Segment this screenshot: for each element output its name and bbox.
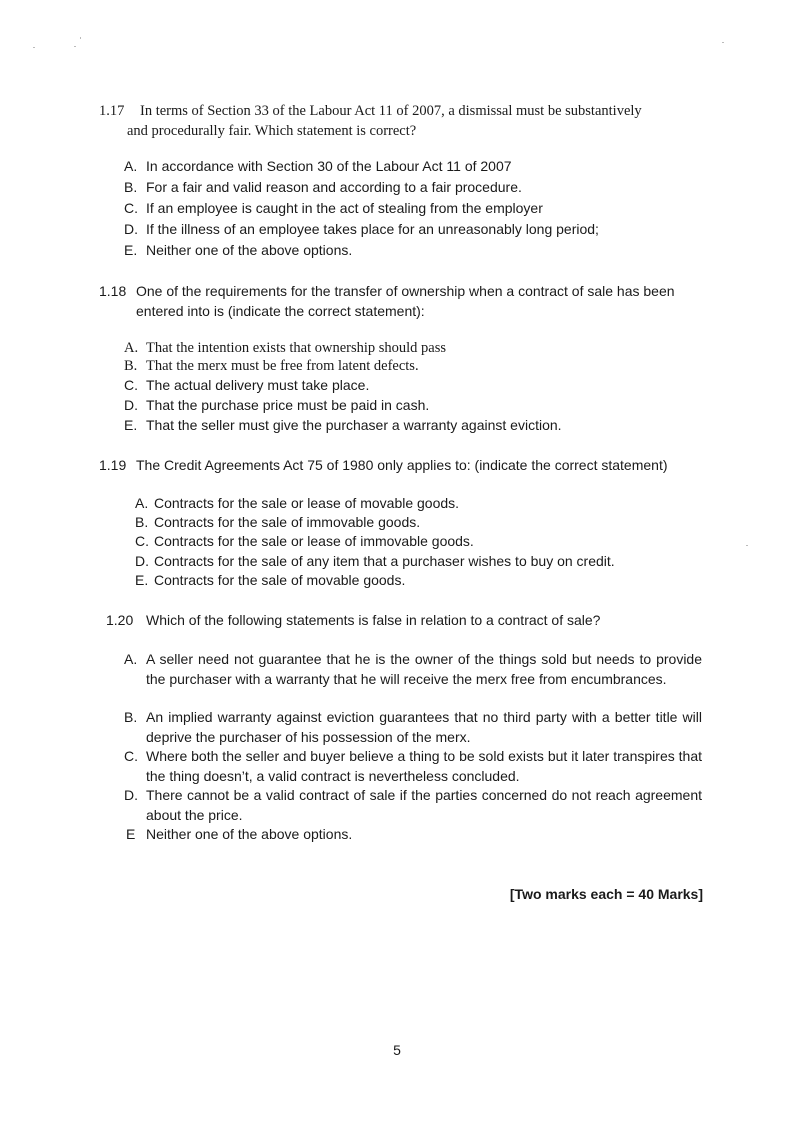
- scan-speck: [80, 37, 81, 39]
- option-letter: E.: [124, 242, 138, 258]
- option-letter: B.: [124, 179, 138, 195]
- question-number: 1.18: [99, 283, 127, 299]
- question-number: 1.20: [106, 612, 134, 628]
- option-letter: D.: [124, 787, 138, 803]
- option-letter: E: [126, 826, 136, 842]
- option-letter: E.: [135, 572, 149, 588]
- question-number: 1.19: [99, 457, 127, 473]
- option-text: There cannot be a valid contract of sale if the parties concerned do not reach agreement about the price.: [146, 787, 702, 823]
- option-letter: D.: [124, 397, 138, 413]
- option-letter: A.: [124, 651, 138, 667]
- option-text: That the merx must be free from latent defects.: [146, 358, 419, 374]
- scan-speck: [746, 545, 748, 546]
- option-text: That the seller must give the purchaser a warranty against eviction.: [146, 417, 562, 433]
- question-stem-line: One of the requirements for the transfer of ownership when a contract of sale has been: [136, 283, 675, 299]
- option-letter: B.: [135, 514, 149, 530]
- option-text: Neither one of the above options.: [146, 242, 353, 258]
- option-letter: E.: [124, 417, 138, 433]
- option-text: Contracts for the sale of immovable goods.: [154, 514, 421, 530]
- option-letter: C.: [124, 748, 138, 764]
- scan-speck: [722, 42, 724, 43]
- option-letter: C.: [124, 200, 138, 216]
- question-number: 1.17: [99, 103, 125, 119]
- option-letter: D.: [135, 553, 149, 569]
- question-stem-line: The Credit Agreements Act 75 of 1980 only applies to: (indicate the correct statement): [136, 457, 668, 473]
- marks-note: [Two marks each = 40 Marks]: [509, 886, 703, 902]
- option-text: Contracts for the sale or lease of movable goods.: [154, 495, 460, 511]
- option-letter: B.: [124, 358, 138, 374]
- option-text: For a fair and valid reason and according to a fair procedure.: [146, 179, 522, 195]
- question-stem-line: Which of the following statements is false in relation to a contract of sale?: [146, 612, 601, 628]
- option-text: Contracts for the sale of any item that a purchaser wishes to buy on credit.: [154, 553, 615, 569]
- option-text: Contracts for the sale of movable goods.: [154, 572, 406, 588]
- option-text: In accordance with Section 30 of the Labour Act 11 of 2007: [146, 158, 512, 174]
- option-letter: A.: [124, 158, 138, 174]
- option-letter: A.: [135, 495, 149, 511]
- scan-speck: [33, 47, 35, 48]
- option-text: Neither one of the above options.: [146, 826, 353, 842]
- question-stem-line: entered into is (indicate the correct statement):: [136, 303, 425, 319]
- option-text: The actual delivery must take place.: [146, 377, 370, 393]
- option-text: That the purchase price must be paid in cash.: [146, 397, 430, 413]
- page-number: 5: [393, 1042, 401, 1058]
- option-letter: D.: [124, 221, 138, 237]
- option-text: That the intention exists that ownership should pass: [146, 340, 447, 356]
- option-text: Where both the seller and buyer believe a thing to be sold exists but it later transpires that the thing doesn’t, a valid contract is nevertheless concluded.: [146, 748, 702, 784]
- option-text: An implied warranty against eviction guarantees that no third party with a better title will deprive the purchaser of his possession of the merx.: [146, 709, 702, 745]
- option-letter: C.: [135, 533, 149, 549]
- scan-speck: [74, 46, 76, 47]
- option-text: If an employee is caught in the act of stealing from the employer: [146, 200, 543, 216]
- option-text: A seller need not guarantee that he is the owner of the things sold but needs to provide the purchaser with a warranty that he will receive the merx free from encumbrances.: [146, 651, 702, 687]
- option-text: Contracts for the sale or lease of immovable goods.: [154, 533, 474, 549]
- option-letter: C.: [124, 377, 138, 393]
- option-letter: A.: [124, 340, 139, 356]
- question-stem-line: In terms of Section 33 of the Labour Act 11 of 2007, a dismissal must be substantively: [140, 103, 642, 119]
- question-stem-line: and procedurally fair. Which statement is correct?: [127, 123, 417, 139]
- option-text: If the illness of an employee takes place for an unreasonably long period;: [146, 221, 599, 237]
- option-letter: B.: [124, 709, 138, 725]
